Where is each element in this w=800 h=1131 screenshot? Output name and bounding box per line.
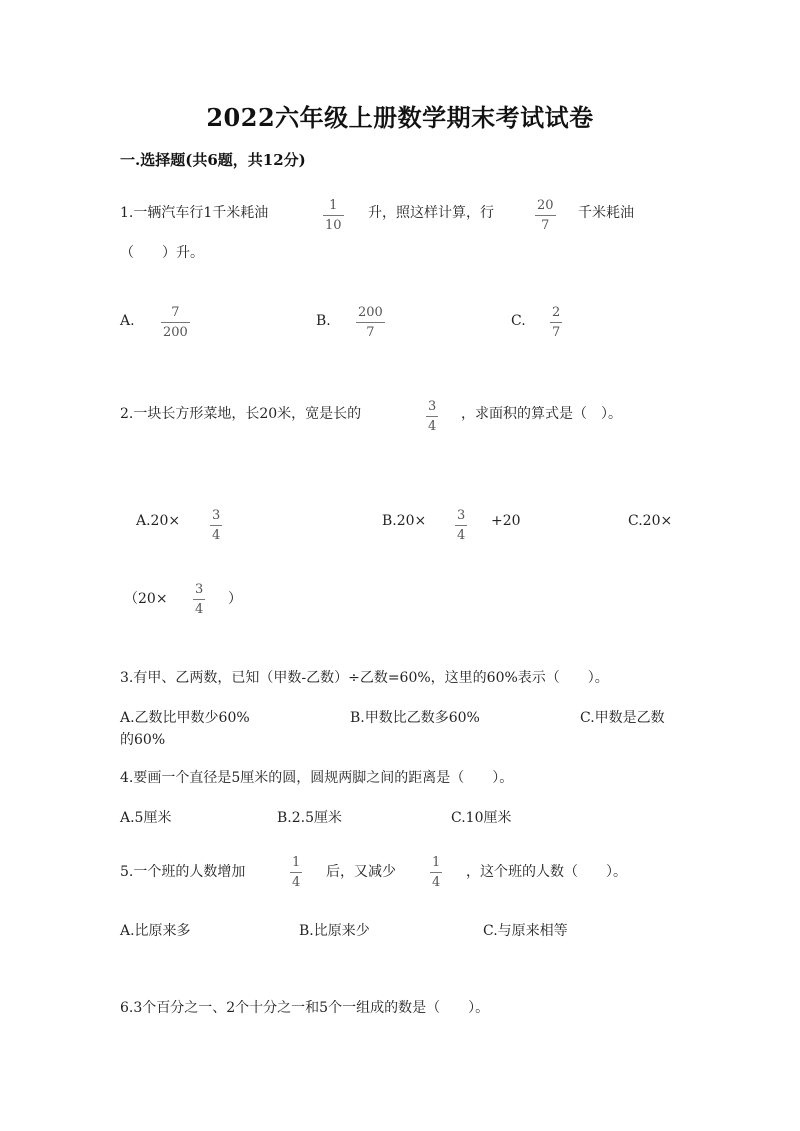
numerator: 3 xyxy=(428,399,437,414)
denominator: 4 xyxy=(292,875,301,890)
option-c[interactable]: C.甲数是乙数 xyxy=(580,710,665,726)
numerator: 20 xyxy=(537,198,554,213)
option-b[interactable]: B.2.5厘米 xyxy=(277,810,343,826)
option-b-suffix: +20 xyxy=(491,513,521,529)
denominator: 200 xyxy=(163,325,188,340)
fraction xyxy=(290,855,302,890)
option-c[interactable]: C.与原来相等 xyxy=(483,923,568,939)
fraction xyxy=(535,198,556,233)
numerator: 3 xyxy=(195,582,204,597)
denominator: 4 xyxy=(428,419,437,434)
question-text: 后，又减少 xyxy=(326,864,396,880)
section-heading: 一.选择题(共6题，共12分) xyxy=(120,151,306,169)
option-b[interactable]: B. xyxy=(316,313,331,329)
fraction xyxy=(356,305,385,340)
option-c[interactable]: C. xyxy=(511,313,526,329)
option-a[interactable]: A.5厘米 xyxy=(120,810,172,826)
question-text: 千米耗油 xyxy=(578,205,634,221)
option-a[interactable]: A.20× xyxy=(136,513,181,529)
option-a[interactable]: A. xyxy=(120,313,135,329)
question-text: 6.3个百分之一、2个十分之一和5个一组成的数是（ ）。 xyxy=(120,1000,490,1016)
denominator: 7 xyxy=(552,325,561,340)
denominator: 4 xyxy=(457,528,466,543)
option-b[interactable]: B.甲数比乙数多60% xyxy=(350,710,480,726)
option-c-suffix: ） xyxy=(228,591,242,607)
numerator: 1 xyxy=(329,198,338,213)
option-c[interactable]: C.20× xyxy=(628,513,673,529)
option-a[interactable]: A.比原来多 xyxy=(120,923,191,939)
numerator: 3 xyxy=(212,508,221,523)
fraction xyxy=(161,305,190,340)
numerator: 200 xyxy=(358,305,383,320)
question-text: 升，照这样计算，行 xyxy=(368,205,494,221)
option-a[interactable]: A.乙数比甲数少60% xyxy=(120,710,250,726)
numerator: 1 xyxy=(432,855,441,870)
option-c-continued: （20× xyxy=(124,591,168,607)
numerator: 7 xyxy=(171,305,180,320)
question-text: ，这个班的人数（ ）。 xyxy=(466,864,627,880)
question-text: （ ）升。 xyxy=(120,245,204,261)
question-text: 1.一辆汽车行1千米耗油 xyxy=(120,205,269,221)
fraction xyxy=(430,855,442,890)
fraction xyxy=(455,508,467,543)
fraction xyxy=(323,198,344,233)
fraction xyxy=(193,582,205,617)
denominator: 4 xyxy=(195,602,204,617)
question-text: 4.要画一个直径是5厘米的圆，圆规两脚之间的距离是（ ）。 xyxy=(120,770,514,786)
denominator: 4 xyxy=(212,528,221,543)
page-title: 2022六年级上册数学期末考试试卷 xyxy=(206,103,594,132)
denominator: 7 xyxy=(366,325,375,340)
option-b[interactable]: B.20× xyxy=(382,513,427,529)
option-c-continued: 的60% xyxy=(120,732,166,748)
denominator: 4 xyxy=(432,875,441,890)
question-text: 3.有甲、乙两数，已知（甲数-乙数）÷乙数=60%，这里的60%表示（ ）。 xyxy=(120,670,609,686)
fraction xyxy=(550,305,562,340)
option-c[interactable]: C.10厘米 xyxy=(451,810,512,826)
option-b[interactable]: B.比原来少 xyxy=(299,923,370,939)
numerator: 1 xyxy=(292,855,301,870)
fraction xyxy=(210,508,222,543)
numerator: 2 xyxy=(552,305,561,320)
fraction xyxy=(426,399,438,434)
question-text: 2.一块长方形菜地，长20米，宽是长的 xyxy=(120,406,362,422)
denominator: 7 xyxy=(541,218,550,233)
question-text: ，求面积的算式是（ ）。 xyxy=(461,406,622,422)
numerator: 3 xyxy=(457,508,466,523)
question-text: 5.一个班的人数增加 xyxy=(120,864,246,880)
denominator: 10 xyxy=(325,218,342,233)
